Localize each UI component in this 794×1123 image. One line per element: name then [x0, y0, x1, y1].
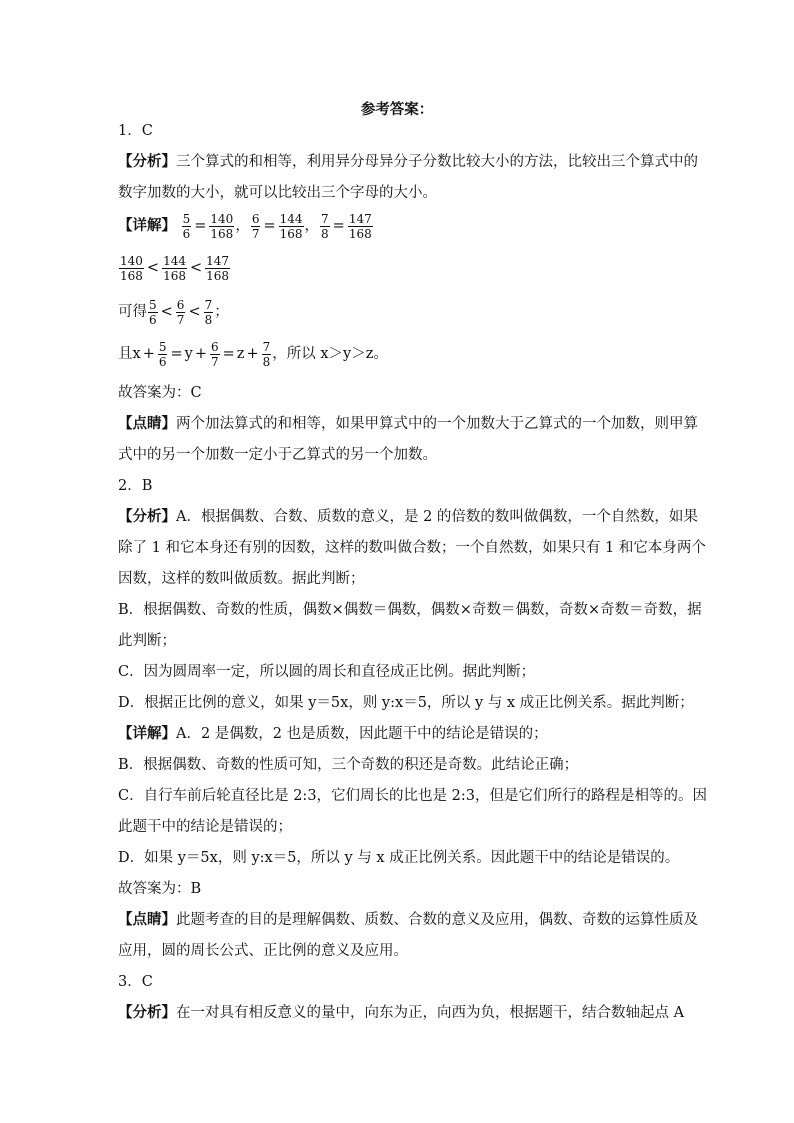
- fraction: $\frac{140}{168}$: [120, 253, 143, 283]
- q2-analysis-line: 此判断；: [118, 633, 176, 649]
- fraction: $\frac{7}{8}$: [262, 339, 271, 369]
- fraction: $\frac{140}{168}$: [210, 211, 234, 241]
- q2-number: 2．B: [118, 478, 153, 494]
- fraction: $\frac{5}{6}$: [158, 339, 167, 369]
- q1-detail-equation-1: 【详解】 $\frac{5}{6}$ = $\frac{140}{168}$ ， $\frac{6}{7}$ = $\frac{144}{168}$ ， $\frac{7}{8}$ = $\frac{147}{168}$: [118, 211, 372, 241]
- q2-detail-line: C．自行车前后轮直径比是 2:3，它们周长的比也是 2:3，但是它们所行的路程是相等的。因: [118, 788, 707, 804]
- fraction: $\frac{147}{168}$: [348, 211, 372, 241]
- q2-analysis-line: 因数，这样的数叫做质数。据此判断；: [118, 571, 365, 587]
- fraction: $\frac{6}{7}$: [176, 297, 185, 327]
- q2-analysis-line: D．根据正比例的意义，如果 y＝5x，则 y:x＝5，所以 y 与 x 成正比例关系。据此判断；: [118, 695, 694, 711]
- q1-number: 1．C: [118, 123, 153, 139]
- fraction: $\frac{6}{7}$: [251, 211, 260, 241]
- q1-answer: 故答案为：C: [118, 385, 202, 401]
- analysis-tag: 【分析】: [118, 1004, 176, 1021]
- page-title: 参考答案：: [360, 101, 434, 118]
- q1-analysis-line: [118, 151, 698, 173]
- analysis-tag: 【分析】: [118, 508, 176, 525]
- fraction: $\frac{5}{6}$: [182, 211, 191, 241]
- q2-comment-line: 【点睛】此题考查的目的是理解偶数、质数、合数的意义及应用，偶数、奇数的运算性质及: [118, 911, 698, 928]
- q2-analysis-line: C．因为圆周率一定，所以圆的周长和直径成正比例。据此判断；: [118, 664, 536, 680]
- q1-detail-equation-3: 可得 $\frac{5}{6}$ < $\frac{6}{7}$ < $\frac{7}{8}$ ；: [118, 297, 229, 327]
- fraction: $\frac{5}{6}$: [149, 297, 157, 327]
- detail-tag: 【详解】: [118, 725, 176, 742]
- analysis-text: 三个算式的和相等，利用异分母异分子分数比较大小的方法，比较出三个算式中的: [176, 154, 698, 170]
- q2-analysis-line: 【分析】A．根据偶数、合数、质数的意义，是 2 的倍数的数叫做偶数，一个自然数，如果: [118, 508, 698, 525]
- fraction: $\frac{144}{168}$: [163, 253, 186, 283]
- q2-detail-line: 此题干中的结论是错误的；: [118, 819, 292, 835]
- comment-tag: 【点睛】: [118, 415, 176, 432]
- q1-detail-equation-4: 且x + $\frac{5}{6}$ = y + $\frac{6}{7}$ = z + $\frac{7}{8}$ ，所以 x＞y＞z。: [118, 339, 388, 369]
- q2-comment-line: 应用，圆的周长公式、正比例的意义及应用。: [118, 943, 408, 959]
- fraction: $\frac{6}{7}$: [211, 339, 219, 369]
- q2-detail-line: 【详解】A．2 是偶数，2 也是质数，因此题干中的结论是错误的；: [118, 725, 548, 742]
- q2-detail-line: B．根据偶数、奇数的性质可知，三个奇数的积还是奇数。此结论正确；: [118, 757, 579, 773]
- q1-analysis-line: 数字加数的大小，就可以比较出三个字母的大小。: [118, 185, 437, 201]
- fraction: $\frac{147}{168}$: [206, 253, 230, 283]
- q2-answer: 故答案为：B: [118, 881, 202, 897]
- fraction: $\frac{7}{8}$: [204, 297, 213, 327]
- q2-analysis-line: 除了 1 和它本身还有别的因数，这样的数叫做合数；一个自然数，如果只有 1 和它本身两个: [118, 540, 706, 556]
- q3-analysis-line: 【分析】在一对具有相反意义的量中，向东为正，向西为负，根据题干，结合数轴起点 A: [118, 1004, 685, 1021]
- comment-tag: 【点睛】: [118, 911, 176, 928]
- q1-detail-equation-2: $\frac{140}{168}$ < $\frac{144}{168}$ < $\frac{147}{168}$: [120, 253, 230, 283]
- q3-number: 3．C: [118, 974, 153, 990]
- detail-tag: 【详解】: [118, 217, 176, 234]
- fraction: $\frac{7}{8}$: [321, 211, 329, 241]
- q1-comment-line: 【点睛】两个加法算式的和相等，如果甲算式中的一个加数大于乙算式的一个加数，则甲算: [118, 415, 698, 432]
- analysis-tag: 【分析】: [118, 153, 176, 170]
- fraction: $\frac{144}{168}$: [279, 211, 303, 241]
- q2-detail-line: D．如果 y＝5x，则 y:x＝5，所以 y 与 x 成正比例关系。因此题干中的结论是错误的。: [118, 850, 680, 866]
- q1-comment-line: 式中的另一个加数一定小于乙算式的另一个加数。: [118, 447, 437, 463]
- q2-analysis-line: B．根据偶数、奇数的性质，偶数×偶数＝偶数，偶数×奇数＝偶数，奇数×奇数＝奇数，据: [118, 602, 702, 618]
